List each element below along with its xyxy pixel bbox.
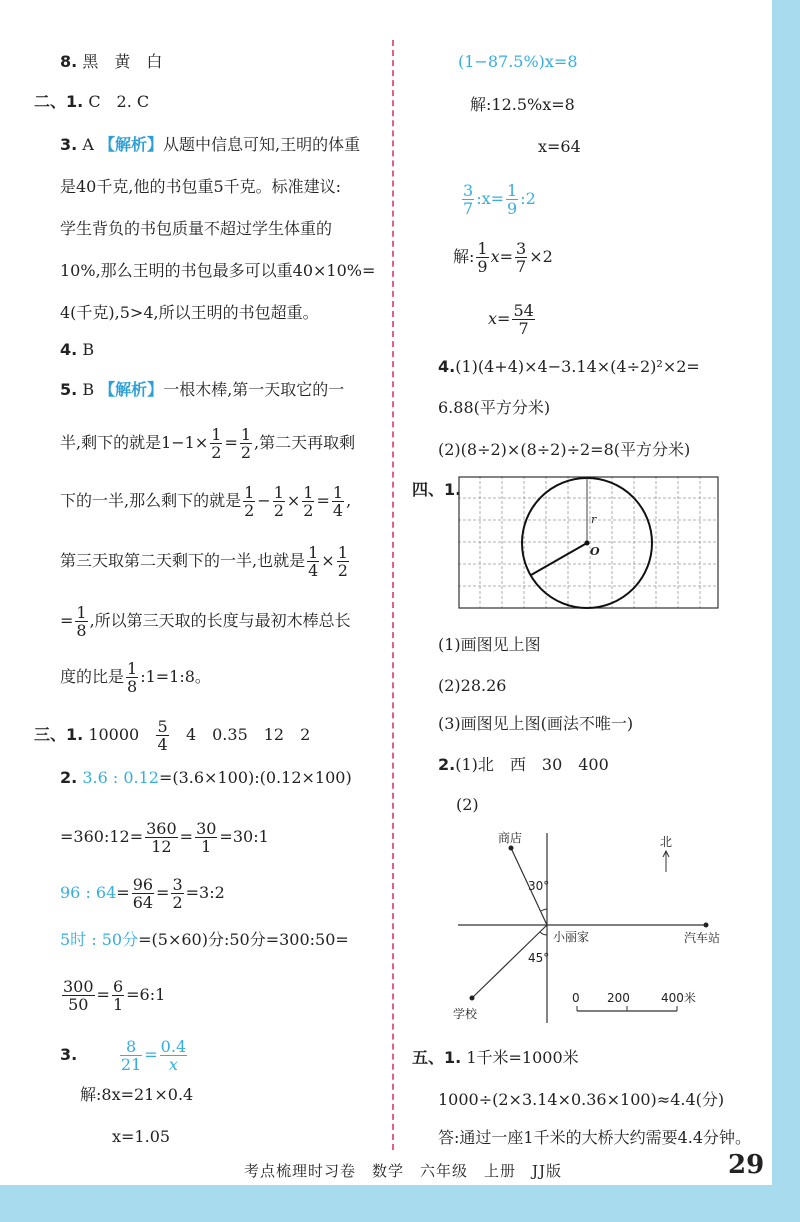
center-point [585, 541, 590, 546]
fraction: $\frac{1}{2}$ [240, 425, 252, 462]
fraction: $\frac{1}{2}$ [244, 483, 255, 520]
section-4-label: 四、1. [412, 480, 462, 499]
analysis-tag: 【解析】 [99, 380, 164, 399]
fraction: $\frac{1}{9}$ [507, 181, 518, 218]
fraction: $\frac{6}{1}$ [112, 977, 124, 1014]
radius-segment [531, 543, 587, 575]
fraction: $\frac{54}{7}$ [513, 301, 534, 338]
fraction: $\frac{30}{1}$ [196, 819, 217, 856]
angle-45-label: 45° [528, 951, 550, 965]
fraction: $\frac{96}{64}$ [132, 875, 154, 912]
angle-arc-30 [541, 909, 547, 911]
footer-text: 考点梳理时习卷 数学 六年级 上册 JJ版 [244, 1162, 563, 1180]
fraction: $\frac{8}{21}$ [120, 1037, 142, 1074]
station-label: 汽车站 [684, 931, 721, 945]
shop-label: 商店 [498, 831, 523, 845]
fraction: $\frac{1}{4}$ [332, 483, 344, 520]
section-2-answers: 二、1. C 2. C [34, 92, 150, 111]
fraction: $\frac{360}{12}$ [146, 819, 177, 856]
fraction: $\frac{1}{8}$ [76, 603, 87, 640]
scale-0: 0 [572, 991, 580, 1005]
home-label: 小丽家 [553, 930, 590, 944]
shop-point [509, 846, 514, 851]
scale-400: 400米 [661, 991, 696, 1005]
north-label: 北 [660, 835, 673, 849]
fraction: $\frac{5}{4}$ [157, 717, 168, 754]
answer-4: 4. B [60, 340, 95, 359]
fraction: $\frac{1}{4}$ [308, 543, 319, 580]
fraction: $\frac{1}{2}$ [337, 543, 348, 580]
section-3-answers: 三、1. 10000 $\frac{5}{4}$ 4 0.35 12 2 [34, 717, 311, 754]
answer-8: 8. 黑 黄 白 [60, 52, 163, 71]
fraction: $\frac{1}{2}$ [273, 483, 284, 520]
fraction: $\frac{300}{50}$ [63, 977, 94, 1014]
scale-200: 200 [607, 991, 630, 1005]
radius-label: r [591, 513, 597, 526]
fraction: $\frac{1}{2}$ [303, 483, 314, 520]
fraction: $\frac{3}{2}$ [172, 875, 183, 912]
analysis-tag: 【解析】 [98, 135, 163, 154]
page-number: 29 [728, 1150, 765, 1180]
fraction: $\frac{0.4}{x}$ [160, 1037, 187, 1074]
right-decorative-border [772, 0, 800, 1222]
fraction: $\frac{3}{7}$ [516, 239, 527, 276]
fraction: $\frac{3}{7}$ [463, 181, 474, 218]
direction-map [450, 828, 750, 1058]
column-divider [392, 40, 394, 1150]
school-point [470, 996, 475, 1001]
angle-arc-45 [540, 932, 547, 935]
fraction: $\frac{1}{8}$ [127, 659, 138, 696]
circle-grid-figure [458, 476, 720, 610]
fraction: $\frac{1}{9}$ [477, 239, 488, 276]
angle-30-label: 30° [528, 879, 550, 893]
center-label: O [590, 545, 600, 558]
fraction: $\frac{1}{2}$ [211, 425, 222, 462]
bottom-decorative-border [0, 1185, 800, 1222]
station-point [704, 923, 709, 928]
school-label: 学校 [453, 1007, 478, 1021]
